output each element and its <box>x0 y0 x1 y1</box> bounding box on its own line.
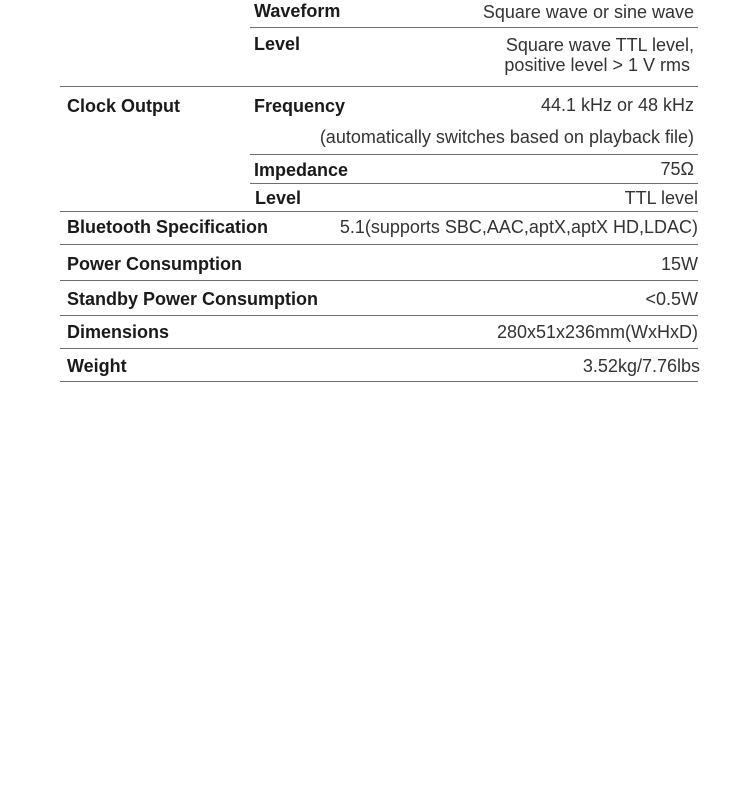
dimensions-label: Dimensions <box>67 322 170 342</box>
impedance-label: Impedance <box>254 160 349 180</box>
divider <box>250 27 698 28</box>
divider <box>250 183 698 184</box>
impedance-value: 75Ω <box>660 159 694 179</box>
divider <box>60 86 698 87</box>
standby-power-value: <0.5W <box>645 289 698 309</box>
bluetooth-label: Bluetooth Specification <box>67 217 269 237</box>
frequency-value: 44.1 kHz or 48 kHz <box>540 95 694 115</box>
clock-output-label: Clock Output <box>67 96 180 116</box>
waveform-level-value-line2: positive level > 1 V rms <box>504 55 690 75</box>
divider <box>60 315 698 316</box>
waveform-label: Waveform <box>254 1 341 21</box>
weight-value: 3.52kg/7.76lbs <box>582 356 700 376</box>
waveform-level-value-line1: Square wave TTL level, <box>505 35 694 55</box>
dimensions-value: 280x51x236mm(WxHxD) <box>496 322 698 342</box>
bluetooth-value: 5.1(supports SBC,AAC,aptX,aptX HD,LDAC) <box>339 217 698 237</box>
frequency-label: Frequency <box>254 96 346 116</box>
divider <box>250 154 698 155</box>
divider <box>60 280 698 281</box>
waveform-level-label: Level <box>254 34 301 54</box>
power-consumption-value: 15W <box>660 254 698 274</box>
power-consumption-label: Power Consumption <box>67 254 242 274</box>
weight-label: Weight <box>67 356 127 376</box>
clock-level-value: TTL level <box>624 188 698 208</box>
divider <box>60 348 698 349</box>
divider <box>60 211 698 212</box>
divider <box>60 244 698 245</box>
clock-level-label: Level <box>255 188 302 208</box>
standby-power-label: Standby Power Consumption <box>67 289 319 309</box>
frequency-note: (automatically switches based on playback file) <box>319 127 694 147</box>
divider <box>60 381 698 382</box>
waveform-value: Square wave or sine wave <box>482 2 694 22</box>
